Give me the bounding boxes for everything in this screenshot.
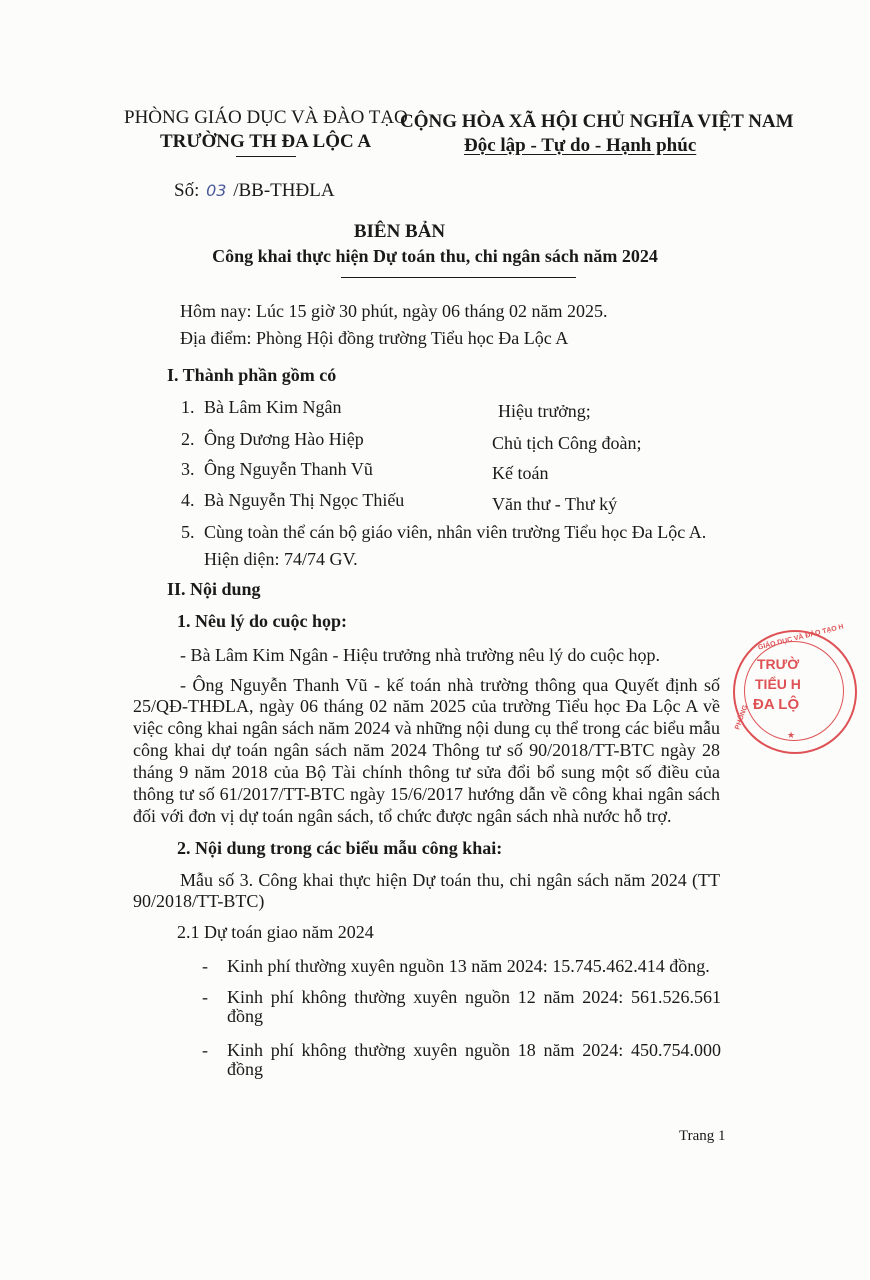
stamp-line: ĐA LỘ — [753, 696, 800, 713]
paragraph-line: đối với đơn vị dự toán ngân sách, tổ chức được ngân sách nhà nước hỗ trợ. — [133, 806, 672, 826]
reason-paragraph: - Bà Lâm Kim Ngân - Hiệu trưởng nhà trường nêu lý do cuộc họp. — [180, 645, 660, 665]
doc-number-prefix: Số: — [174, 180, 200, 201]
budget-item: Kinh phí không thường xuyên nguồn 18 năm 2024: 450.754.000 — [227, 1040, 721, 1060]
all-staff-text: Cùng toàn thể cán bộ giáo viên, nhân viên trường Tiểu học Đa Lộc A. — [204, 522, 707, 542]
attendance-text: Hiện diện: 74/74 GV. — [204, 549, 358, 569]
document-subtitle: Công khai thực hiện Dự toán thu, chi ngân sách năm 2024 — [212, 246, 658, 266]
list-bullet: - — [202, 956, 208, 976]
stamp-line: TRƯỜ — [757, 656, 800, 672]
list-bullet: - — [202, 1040, 208, 1060]
document-number — [174, 180, 335, 202]
budget-item-unit: đồng — [227, 1059, 263, 1079]
form-description-line: Mẫu số 3. Công khai thực hiện Dự toán thu, chi ngân sách năm 2024 (TT — [180, 870, 720, 890]
paragraph-line: 25/QĐ-THĐLA, ngày 06 tháng 02 năm 2025 của trường Tiểu học Đa Lộc A về — [133, 696, 720, 716]
member-number: 4. — [181, 490, 195, 510]
school-name-underline — [236, 156, 296, 157]
budget-item: Kinh phí thường xuyên nguồn 13 năm 2024: 15.745.462.414 đồng. — [227, 956, 710, 976]
meeting-place: Địa điểm: Phòng Hội đồng trường Tiểu học Đa Lộc A — [180, 328, 569, 348]
doc-number-handwritten: 03 — [206, 181, 227, 200]
member-role: Văn thư - Thư ký — [492, 494, 618, 514]
section1-heading: I. Thành phần gồm có — [167, 365, 337, 385]
doc-number-suffix: /BB-THĐLA — [233, 180, 335, 201]
ministry-name: PHÒNG GIÁO DỤC VÀ ĐÀO TẠO — [124, 107, 408, 128]
forms-heading: 2. Nội dung trong các biểu mẫu công khai: — [177, 838, 503, 858]
reason-heading: 1. Nêu lý do cuộc họp: — [177, 611, 348, 631]
member-number: 3. — [181, 459, 195, 479]
national-motto: Độc lập - Tự do - Hạnh phúc — [464, 135, 697, 156]
page-number: Trang 1 — [679, 1128, 726, 1144]
section2-heading: II. Nội dung — [167, 579, 261, 599]
member-number: 5. — [181, 522, 195, 542]
member-number: 1. — [181, 397, 195, 417]
paragraph-line: tháng 9 năm 2018 của Bộ Tài chính thông tư sửa đổi bổ sung một số điều của — [133, 762, 720, 782]
paragraph-line: công khai dự toán ngân sách năm 2024 Thông tư số 90/2018/TT-BTC ngày 28 — [133, 740, 720, 760]
document-title: BIÊN BẢN — [353, 221, 446, 242]
stamp-star-icon: ★ — [787, 730, 796, 740]
paragraph-line: việc công khai ngân sách năm 2024 và những nội dung cụ thể trong các biểu mẫu — [133, 718, 720, 738]
school-name: TRƯỜNG TH ĐA LỘC A — [160, 131, 372, 152]
member-role: Hiệu trưởng; — [498, 401, 591, 421]
estimate-subheading: 2.1 Dự toán giao năm 2024 — [177, 922, 374, 942]
member-name: Ông Nguyễn Thanh Vũ — [204, 459, 373, 479]
budget-item: Kinh phí không thường xuyên nguồn 12 năm 2024: 561.526.561 — [227, 987, 721, 1007]
paragraph-line: - Ông Nguyễn Thanh Vũ - kế toán nhà trường thông qua Quyết định số — [180, 675, 720, 695]
member-role: Chủ tịch Công đoàn; — [492, 433, 642, 453]
member-role: Kế toán — [492, 463, 549, 483]
stamp-line: TIỂU H — [755, 676, 801, 692]
school-stamp — [733, 623, 857, 754]
stamp-arc-left: PHÒNG — [734, 704, 750, 731]
stamp-arc-top: GIÁO DỤC VÀ ĐÀO TẠO H — [757, 623, 845, 652]
form-description-line: 90/2018/TT-BTC) — [133, 891, 265, 911]
paragraph-line: thông tư số 61/2017/TT-BTC ngày 15/6/2017 hướng dẫn về công khai ngân sách — [133, 784, 720, 804]
title-underline — [341, 277, 576, 278]
member-name: Ông Dương Hào Hiệp — [204, 429, 364, 449]
member-name: Bà Lâm Kim Ngân — [204, 397, 342, 417]
budget-item-unit: đồng — [227, 1006, 263, 1026]
list-bullet: - — [202, 987, 208, 1007]
member-number: 2. — [181, 429, 195, 449]
meeting-time: Hôm nay: Lúc 15 giờ 30 phút, ngày 06 tháng 02 năm 2025. — [180, 301, 608, 321]
member-name: Bà Nguyễn Thị Ngọc Thiếu — [204, 490, 405, 510]
national-title: CỘNG HÒA XÃ HỘI CHỦ NGHĨA VIỆT NAM — [400, 111, 794, 132]
